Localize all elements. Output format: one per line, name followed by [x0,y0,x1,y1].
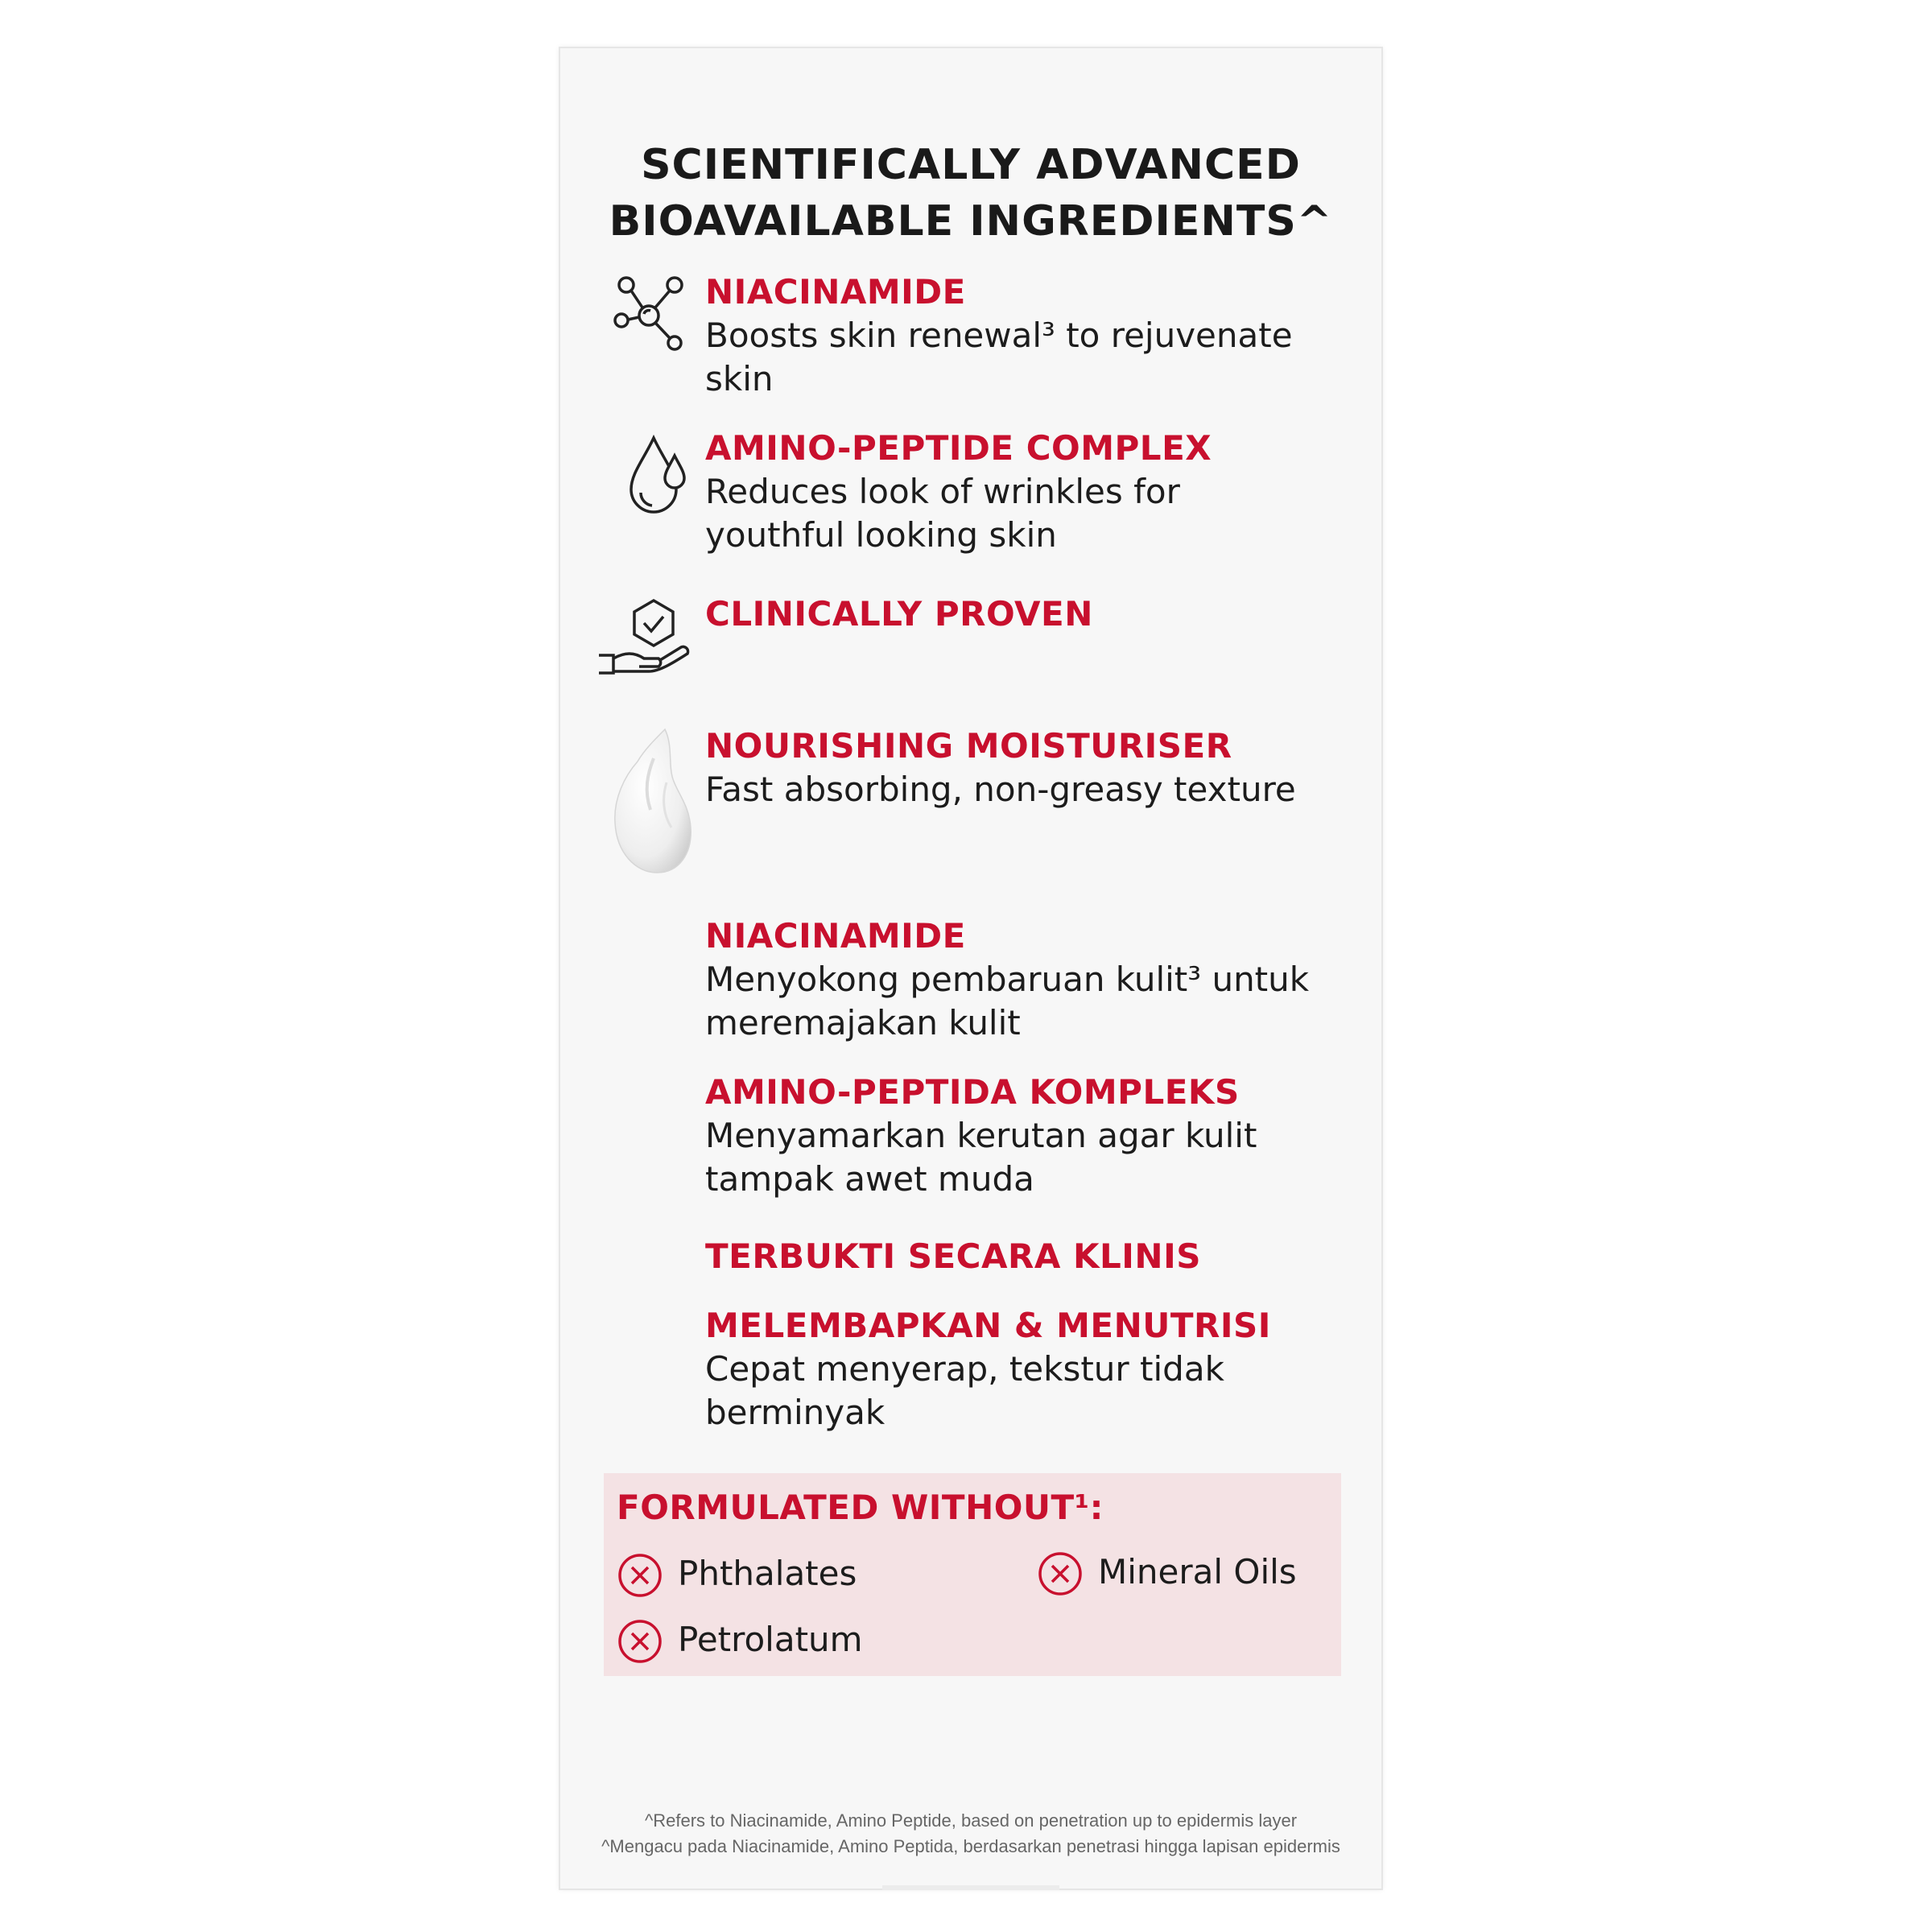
ingredient-title: NOURISHING MOISTURISER [705,726,1232,766]
ingredient-desc: Boosts skin renewal³ to rejuvenate [705,316,1293,355]
without-item-label: Phthalates [678,1554,857,1593]
heading-line-2: BIOAVAILABLE INGREDIENTS^ [609,197,1333,246]
box-bottom-tab [882,1885,1059,1890]
ingredient-desc: berminyak [705,1393,886,1432]
ingredient-desc: Menyamarkan kerutan agar kulit [705,1116,1257,1155]
ingredient-title: NIACINAMIDE [705,272,966,312]
ingredient-title: NIACINAMIDE [705,916,966,956]
main-heading [560,137,1381,250]
x-circle-icon [617,1618,663,1665]
ingredient-desc: Fast absorbing, non-greasy texture [705,770,1296,809]
x-circle-icon [617,1552,663,1599]
ingredient-desc: youthful looking skin [705,515,1057,555]
ingredient-title: MELEMBAPKAN & MENUTRISI [705,1306,1271,1345]
droplets-icon [626,431,691,520]
formulated-without-panel [604,1473,1341,1676]
ingredient-desc: Cepat menyerap, tekstur tidak [705,1349,1224,1389]
footnote-ms: ^Mengacu pada Niacinamide, Amino Peptida, berdasarkan penetrasi hingga lapisan epidermis [601,1836,1340,1856]
without-item-label: Mineral Oils [1098,1552,1297,1591]
ingredient-title: CLINICALLY PROVEN [705,594,1093,634]
ingredient-niacinamide-ms [705,914,1349,1045]
hand-check-icon [597,594,694,683]
footnote-en: ^Refers to Niacinamide, Amino Peptide, based on penetration up to epidermis layer [644,1810,1298,1831]
cream-swatch-icon [609,726,697,879]
ingredient-niacinamide-en [705,270,1349,401]
ingredient-amino-peptide-en [705,427,1349,557]
product-info-panel [559,47,1383,1890]
claim-nourishing-en [705,724,1349,811]
ingredient-title: AMINO-PEPTIDA KOMPLEKS [705,1072,1240,1112]
ingredient-title: TERBUKTI SECARA KLINIS [705,1236,1201,1276]
claim-melembapkan-ms [705,1304,1349,1435]
claim-terbukti-ms [705,1235,1349,1278]
ingredient-desc: meremajakan kulit [705,1003,1021,1042]
x-circle-icon [1037,1550,1084,1597]
claim-clinically-proven-en [705,592,1349,636]
formulated-without-title: FORMULATED WITHOUT¹: [617,1488,1104,1527]
molecule-icon [610,274,687,351]
without-item-label: Petrolatum [678,1620,863,1659]
ingredient-desc: Reduces look of wrinkles for [705,472,1180,511]
ingredient-amino-peptida-ms [705,1071,1349,1201]
ingredient-title: AMINO-PEPTIDE COMPLEX [705,428,1212,468]
ingredient-desc: Menyokong pembaruan kulit³ untuk [705,960,1310,999]
ingredient-desc: tampak awet muda [705,1159,1034,1199]
ingredient-desc: skin [705,359,774,398]
heading-line-1: SCIENTIFICALLY ADVANCED [641,141,1301,189]
